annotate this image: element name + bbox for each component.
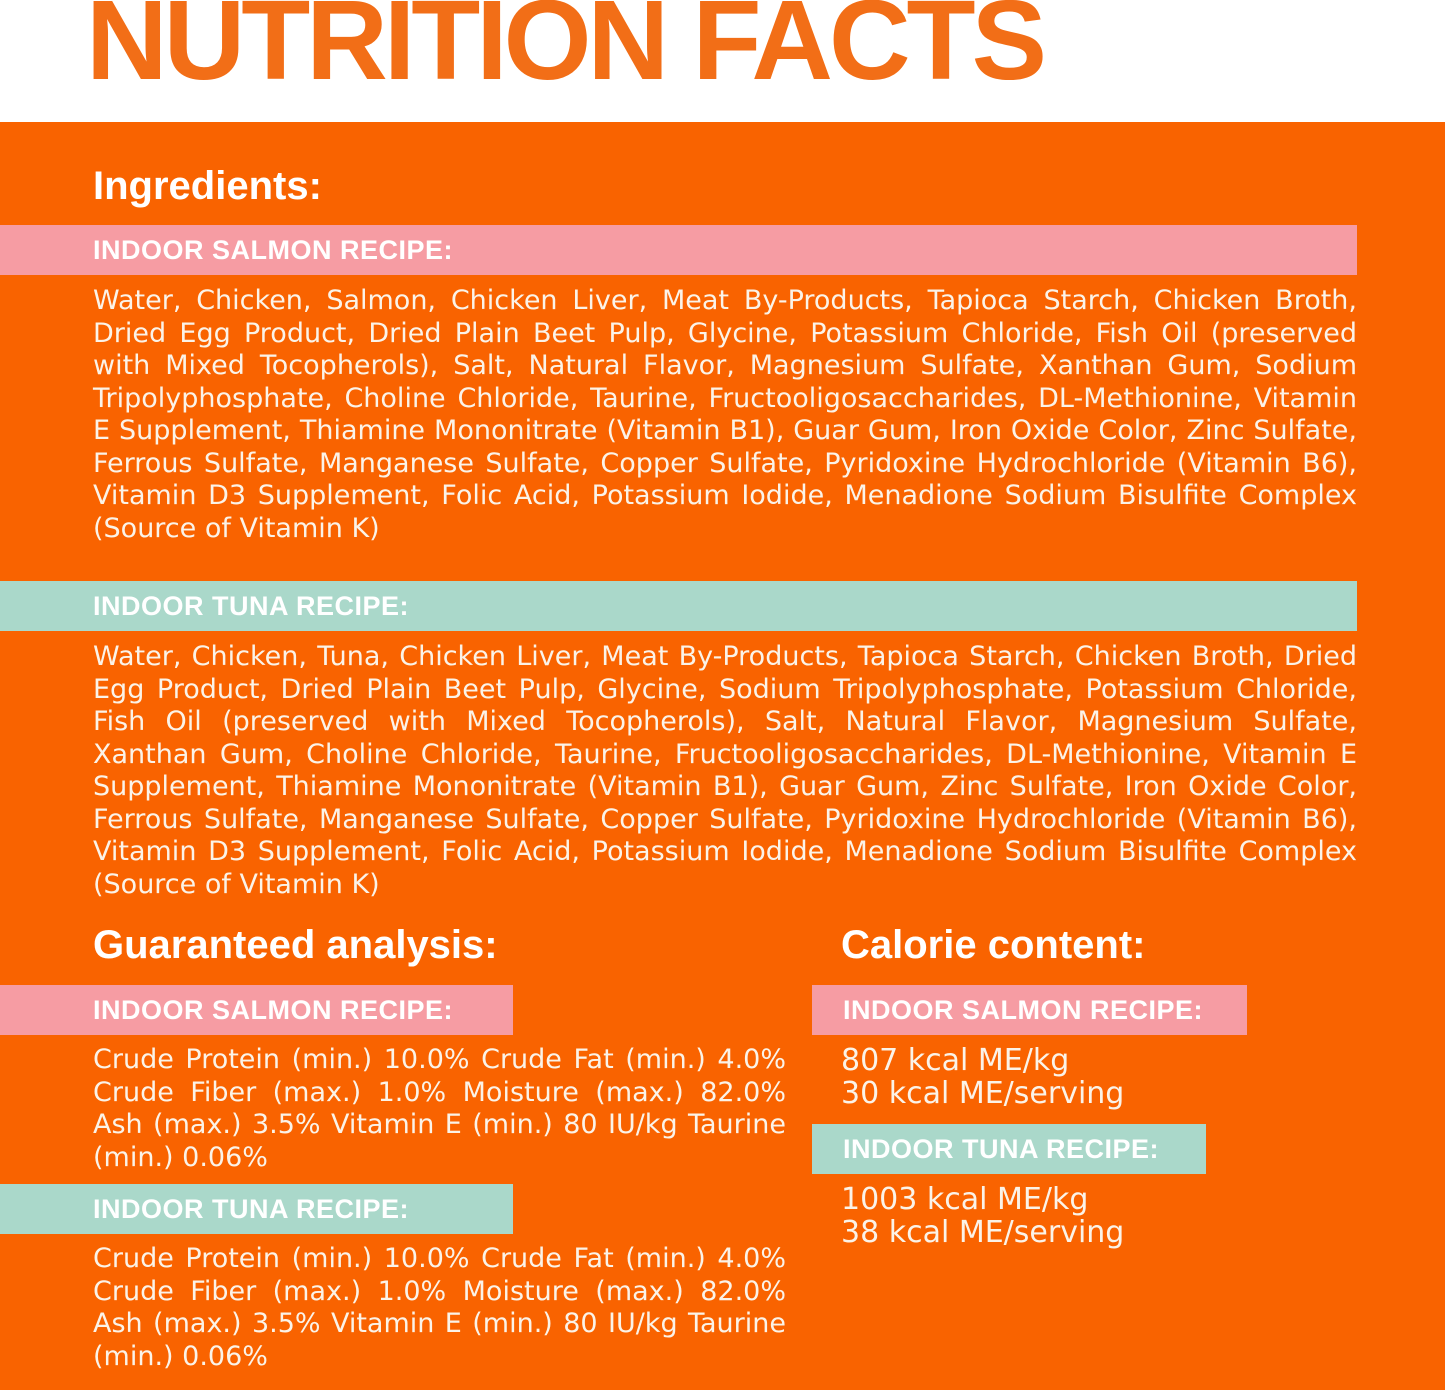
calorie-tuna-banner bbox=[812, 1124, 1206, 1174]
calorie-tuna-kcal-per-kg: 1003 kcal ME/kg bbox=[841, 1182, 1089, 1217]
calorie-salmon-banner bbox=[812, 985, 1247, 1035]
tuna-recipe-banner bbox=[0, 581, 1357, 631]
analysis-salmon-banner bbox=[0, 985, 513, 1035]
analysis-salmon-banner-label: INDOOR SALMON RECIPE: bbox=[93, 994, 454, 1025]
page-title: NUTRITION FACTS bbox=[86, 0, 1043, 103]
bottom-columns bbox=[0, 921, 1445, 1373]
calorie-content-heading: Calorie content: bbox=[841, 923, 1146, 967]
tuna-ingredients-text: Water, Chicken, Tuna, Chicken Liver, Meat By-Products, Tapioca Starch, Chicken Broth, Dried Egg Product, Dried Plain Beet Pulp, Glycine, Sodium Tripolyphosphate, Potassium Chloride, Fish Oil (preserved with Mixed Tocopherols), Salt, Natural Flavor, Magnesium Sulfate, Xanthan Gum, Choline Chloride, Taurine, Fructooligosaccharides, DL-Methionine, Vitamin E Supplement, Thiamine Mononitrate (Vitamin B1), Guar Gum, Zinc Sulfate, Iron Oxide Color, Ferrous Sulfate, Manganese Sulfate, Copper Sulfate, Pyridoxine Hydrochloride (Vitamin B6), Vitamin D3 Supplement, Folic Acid, Potassium Iodide, Menadione Sodium Bisulfite Complex (Source of Vitamin K) bbox=[93, 641, 1357, 900]
guaranteed-analysis-section bbox=[0, 921, 786, 1373]
salmon-ingredients-text: Water, Chicken, Salmon, Chicken Liver, Meat By-Products, Tapioca Starch, Chicken Broth, Dried Egg Product, Dried Plain Beet Pulp, Glycine, Potassium Chloride, Fish Oil (preserved with Mixed Tocopherols), Salt, Natural Flavor, Magnesium Sulfate, Xanthan Gum, Sodium Tripolyphosphate, Choline Chloride, Taurine, Fructooligosaccharides, DL-Methionine, Vitamin E Supplement, Thiamine Mononitrate (Vitamin B1), Guar Gum, Iron Oxide Color, Zinc Sulfate, Ferrous Sulfate, Manganese Sulfate, Copper Sulfate, Pyridoxine Hydrochloride (Vitamin B6), Vitamin D3 Supplement, Folic Acid, Potassium Iodide, Menadione Sodium Bisulfite Complex (Source of Vitamin K) bbox=[93, 285, 1357, 544]
salmon-recipe-banner-label: INDOOR SALMON RECIPE: bbox=[93, 234, 454, 265]
salmon-recipe-banner bbox=[0, 225, 1357, 275]
calorie-salmon-values bbox=[841, 1044, 1445, 1110]
guaranteed-analysis-heading: Guaranteed analysis: bbox=[93, 923, 498, 967]
calorie-salmon-kcal-per-kg: 807 kcal ME/kg bbox=[841, 1043, 1070, 1078]
analysis-tuna-banner bbox=[0, 1184, 513, 1234]
analysis-salmon-text: Crude Protein (min.) 10.0% Crude Fat (min.) 4.0% Crude Fiber (max.) 1.0% Moisture (max.) 82.0% Ash (max.) 3.5% Vitamin E (min.) 80 IU/kg Taurine (min.) 0.06% bbox=[93, 1044, 786, 1173]
calorie-content-section bbox=[786, 921, 1445, 1373]
calorie-tuna-kcal-per-serving: 38 kcal ME/serving bbox=[841, 1215, 1125, 1250]
analysis-tuna-banner-label: INDOOR TUNA RECIPE: bbox=[93, 1193, 410, 1224]
calorie-tuna-values bbox=[841, 1183, 1445, 1249]
ingredients-heading: Ingredients: bbox=[93, 164, 322, 208]
ingredients-section bbox=[0, 162, 1445, 901]
analysis-tuna-text: Crude Protein (min.) 10.0% Crude Fat (min.) 4.0% Crude Fiber (max.) 1.0% Moisture (max.) 82.0% Ash (max.) 3.5% Vitamin E (min.) 80 IU/kg Taurine (min.) 0.06% bbox=[93, 1243, 786, 1372]
header bbox=[0, 0, 1445, 122]
label-body bbox=[0, 122, 1445, 1390]
calorie-salmon-banner-label: INDOOR SALMON RECIPE: bbox=[843, 994, 1204, 1025]
tuna-recipe-banner-label: INDOOR TUNA RECIPE: bbox=[93, 590, 410, 621]
calorie-tuna-banner-label: INDOOR TUNA RECIPE: bbox=[843, 1133, 1160, 1164]
calorie-salmon-kcal-per-serving: 30 kcal ME/serving bbox=[841, 1076, 1125, 1111]
